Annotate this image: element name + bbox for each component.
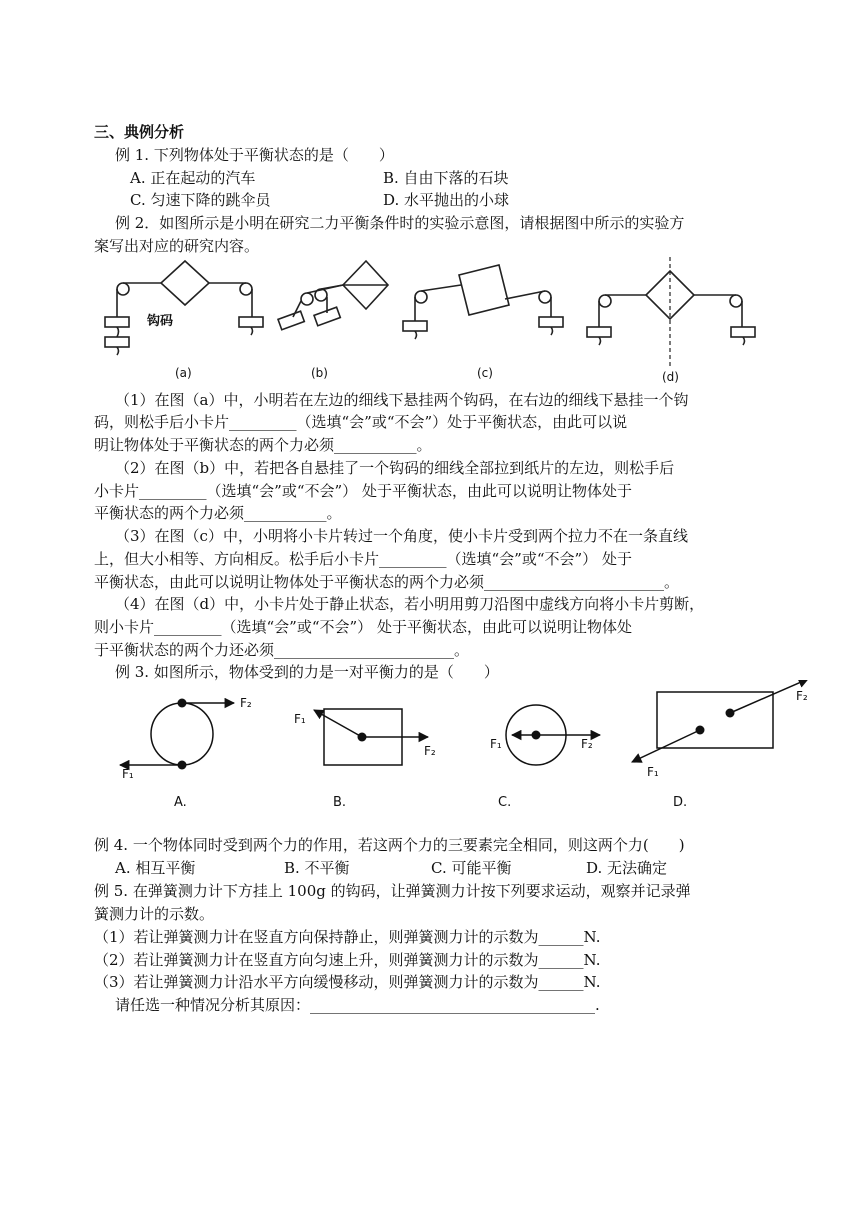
figure-a-label: (a) xyxy=(175,366,192,380)
option-c-f2-label: F₂ xyxy=(581,737,593,751)
ex5-q2: （2）若让弹簧测力计在竖直方向匀速上升，则弹簧测力计的示数为______N. xyxy=(94,951,601,969)
option-c-figure xyxy=(506,705,600,765)
ex2-q4-line1: （4）在图（d）中，小卡片处于静止状态，若小明用剪刀沿图中虚线方向将小卡片剪断， xyxy=(115,595,705,613)
ex5-q4: 请任选一种情况分析其原因：______________________________________. xyxy=(115,996,600,1014)
option-d-f1-label: F₁ xyxy=(647,765,659,779)
option-b-f2-label: F₂ xyxy=(424,744,436,758)
figure-c-label: (c) xyxy=(477,366,493,380)
section-title: 三、典例分析 xyxy=(94,123,185,141)
option-b-f1-label: F₁ xyxy=(294,712,306,726)
option-d-label: D. xyxy=(673,795,688,810)
option-a-f2-label: F₂ xyxy=(240,696,252,710)
option-c-label: C. xyxy=(498,795,512,810)
ex2-q1-line3: 明让物体处于平衡状态的两个力必须___________。 xyxy=(94,436,432,454)
ex5-q3: （3）若让弹簧测力计沿水平方向缓慢移动，则弹簧测力计的示数为______N. xyxy=(94,973,601,991)
ex2-q3-line3: 平衡状态，由此可以说明让物体处于平衡状态的两个力必须________________________。 xyxy=(94,573,680,591)
ex2-q2-line1: （2）在图（b）中，若把各自悬挂了一个钩码的细线全部拉到纸片的左边，则松手后 xyxy=(115,459,675,477)
option-d-f2-label: F₂ xyxy=(796,689,808,703)
ex2-q4-line2: 则小卡片_________（选填“会”或“不会”） 处于平衡状态，由此可以说明让物体处 xyxy=(94,618,632,636)
ex1-option-b: B. 自由下落的石块 xyxy=(383,169,509,187)
ex3-stem: 例 3. 如图所示，物体受到的力是一对平衡力的是（ ） xyxy=(115,663,499,681)
ex1-option-d: D. 水平抛出的小球 xyxy=(383,191,510,209)
ex4-option-d: D. 无法确定 xyxy=(586,859,668,877)
figure-b-label: (b) xyxy=(311,366,328,380)
ex5-stem-line1: 例 5. 在弹簧测力计下方挂上 100g 的钩码，让弹簧测力计按下列要求运动，观察并记录弹 xyxy=(94,882,691,900)
option-a-figure xyxy=(120,703,234,765)
ex3-force-figures xyxy=(100,680,820,820)
ex4-stem: 例 4. 一个物体同时受到两个力的作用，若这两个力的三要素完全相同，则这两个力( ) xyxy=(94,836,685,854)
ex2-q2-line3: 平衡状态的两个力必须___________。 xyxy=(94,504,342,522)
option-b-figure xyxy=(314,709,428,765)
figure-d-label: (d) xyxy=(662,370,679,384)
ex5-q1: （1）若让弹簧测力计在竖直方向保持静止，则弹簧测力计的示数为______N. xyxy=(94,928,601,946)
figure-a xyxy=(105,261,263,355)
ex5-stem-line2: 簧测力计的示数。 xyxy=(94,905,215,923)
ex2-q3-line1: （3）在图（c）中，小明将小卡片转过一个角度，使小卡片受到两个拉力不在一条直线 xyxy=(115,527,688,545)
hook-weight-label: 钩码 xyxy=(147,314,174,329)
option-a-f1-label: F₁ xyxy=(122,767,134,781)
option-b-label: B. xyxy=(333,795,347,810)
option-a-label: A. xyxy=(174,795,187,810)
ex4-option-c: C. 可能平衡 xyxy=(431,859,512,877)
ex2-q1-line2: 码，则松手后小卡片_________（选填“会”或“不会”）处于平衡状态，由此可以说 xyxy=(94,413,628,431)
ex4-option-a: A. 相互平衡 xyxy=(115,859,196,877)
figure-b xyxy=(278,261,388,330)
ex2-q4-line3: 于平衡状态的两个力还必须________________________。 xyxy=(94,641,470,659)
ex1-option-a: A. 正在起动的汽车 xyxy=(130,169,256,187)
option-c-f1-label: F₁ xyxy=(490,737,502,751)
figure-d xyxy=(587,257,755,367)
ex1-stem: 例 1. 下列物体处于平衡状态的是（ ） xyxy=(115,146,394,164)
ex2-stem-line1: 例 2．如图所示是小明在研究二力平衡条件时的实验示意图，请根据图中所示的实验方 xyxy=(115,214,685,232)
ex2-q2-line2: 小卡片_________（选填“会”或“不会”） 处于平衡状态，由此可以说明让物体处于 xyxy=(94,482,632,500)
ex2-stem-line2: 案写出对应的研究内容。 xyxy=(94,237,260,255)
option-d-figure xyxy=(632,680,808,762)
ex2-experiment-figure xyxy=(95,255,775,390)
ex4-option-b: B. 不平衡 xyxy=(284,859,350,877)
ex2-q1-line1: （1）在图（a）中，小明若在左边的细线下悬挂两个钩码，在右边的细线下悬挂一个钩 xyxy=(115,391,689,409)
ex2-q3-line2: 上，但大小相等、方向相反。松手后小卡片_________（选填“会”或“不会”） 处于 xyxy=(94,550,632,568)
figure-c xyxy=(403,265,563,339)
ex1-option-c: C. 匀速下降的跳伞员 xyxy=(130,191,271,209)
